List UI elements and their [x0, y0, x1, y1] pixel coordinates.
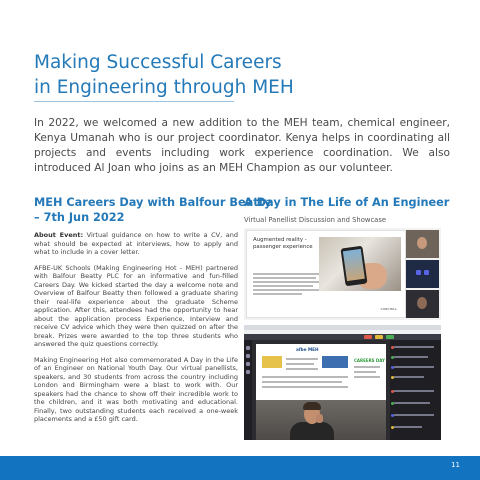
day-in-life-paragraph: Making Engineering Hot also commemorated A Day in the Life of an Engineer on National Youth Day. Our virtual panellists, speakers, and 30 students from across the country including London and Birmingham were a blast to work with. Our speakers had the chance to show off their incredible work to the children, and it was both motivating and educational. Finally, two outstanding students each received a one-week placements and a £50 gift card. [34, 355, 238, 423]
about-event-text: Virtual guidance on how to write a CV, and what should be expected at interviews, how to apply and what to include in a cover letter. [34, 231, 238, 256]
chat-message [394, 346, 434, 348]
sidebar-icon [246, 362, 250, 366]
day-in-life-heading-text: A Day in The Life of An Engineer [244, 196, 450, 209]
slide-text-line [253, 281, 323, 283]
slide-title: Augmented reality - passenger experience [253, 237, 313, 250]
panellist-tile [406, 260, 439, 288]
slide-text-line [253, 285, 313, 287]
speaker-hair [303, 402, 321, 410]
document-line [354, 371, 376, 373]
chat-message [394, 414, 434, 416]
presentation-screenshot [244, 228, 441, 320]
panellist-tile [406, 290, 439, 318]
sidebar-icon [246, 346, 250, 350]
chat-message [394, 390, 434, 392]
slide-body-text [253, 273, 323, 295]
right-column [244, 195, 450, 224]
panellist-tile [406, 230, 439, 258]
document-image [322, 356, 348, 368]
slide [246, 230, 406, 318]
record-icon [386, 335, 394, 339]
shared-document [256, 344, 386, 400]
page-number: 11 [451, 461, 460, 469]
page-title-line-2: in Engineering through MEH [34, 77, 294, 99]
document-green-heading: CAREERS DAY [354, 358, 385, 363]
panellist-avatar [417, 237, 427, 249]
document-line [354, 366, 380, 368]
chat-message [394, 376, 424, 378]
speaker-video [256, 400, 386, 440]
careers-day-heading-line-1: MEH Careers Day with Balfour Beatty [34, 196, 272, 209]
footer-band [0, 456, 480, 480]
intro-paragraph: In 2022, we welcomed a new addition to the MEH team, chemical engineer, Kenya Umanah who is our project coordinator. Kenya helps in coordinating all projects and events including work experience coordination. We also introduced Al Joan who joins as an MEH Champion as our volunteer. [34, 117, 450, 174]
careers-day-heading-line-2: – 7th Jun 2022 [34, 211, 125, 224]
document-line [286, 368, 318, 370]
slide-photo [319, 237, 401, 291]
camera-icon [416, 270, 421, 275]
phone-image [340, 246, 367, 287]
chat-message [394, 402, 430, 404]
document-line [262, 386, 348, 388]
document-line [262, 381, 342, 383]
leave-icon [364, 335, 372, 339]
chat-panel [390, 340, 441, 440]
document-line [354, 376, 380, 378]
day-in-life-heading [244, 195, 450, 210]
chat-message [394, 426, 422, 428]
left-column [34, 195, 272, 431]
careers-day-paragraph: AFBE-UK Schools (Making Engineering Hot - MEH) partnered with Balfour Beatty PLC for an informative and fun-filled Careers Day. We kicked started the day a welcome note and Overview of Balfour Beatty then followed a graduate sharing their real-life experience about the graduate Scheme application. After this, attendees had the opportunity to hear about the application process Experience, Interview and receive CV advice which they were then quizzed on after the break. Prizes were awarded to the top three students who answered the quiz questions correctly. [34, 263, 238, 348]
sidebar-icon [246, 370, 250, 374]
day-in-life-subheading: Virtual Panellist Discussion and Showcase [244, 216, 387, 224]
slide-text-line [253, 293, 302, 295]
document-image [262, 356, 282, 368]
chat-message [394, 366, 434, 368]
about-event-label: About Event: [34, 231, 84, 239]
page-title [34, 50, 334, 100]
document-heading: afbe MEH [296, 347, 319, 352]
document-line [286, 363, 314, 365]
document-line [262, 376, 348, 378]
phone-screen [343, 249, 365, 281]
app-sidebar [244, 340, 252, 440]
sidebar-icon [246, 354, 250, 358]
panellist-avatar [417, 297, 427, 309]
slide-text-line [253, 277, 316, 279]
share-icon [375, 335, 383, 339]
page-title-line-1: Making Successful Careers [34, 52, 282, 74]
careers-day-heading [34, 195, 272, 225]
slide-text-line [253, 273, 323, 275]
speaker-hand [316, 414, 323, 423]
title-divider [34, 101, 234, 102]
chat-message [394, 356, 428, 358]
mic-icon [424, 270, 429, 275]
about-event-paragraph [34, 231, 238, 257]
video-call-screenshot [244, 325, 441, 440]
speaker-body [290, 422, 334, 440]
document-line [286, 358, 318, 360]
slide-logo: CURCHILL [380, 307, 397, 311]
slide-text-line [253, 289, 323, 291]
